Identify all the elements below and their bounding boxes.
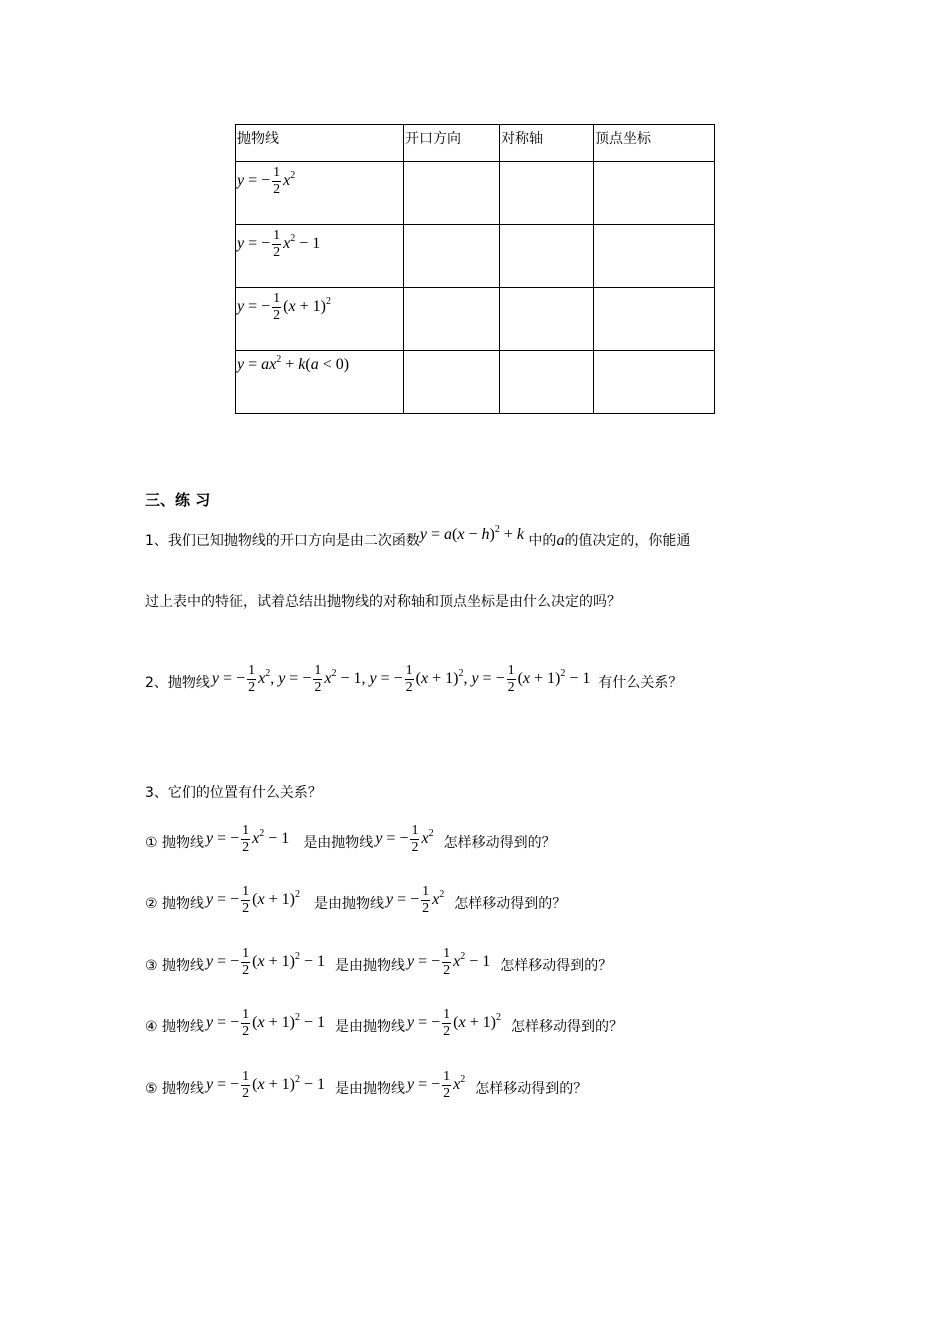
- blank-cell: [594, 162, 715, 225]
- table-row: [236, 351, 715, 414]
- section-title: 三、练 习: [145, 491, 211, 509]
- marker: ②: [145, 896, 158, 912]
- table-row: [236, 162, 715, 225]
- formula: $y = a(x - h)^2 + k$: [419, 524, 524, 543]
- formula: y = − $\frac{1}{2}$ $x^2$: [375, 823, 434, 855]
- blank-cell: [500, 162, 594, 225]
- blank-cell: [500, 225, 594, 288]
- blank-cell: [404, 351, 500, 414]
- header-parabola: 抛物线: [236, 125, 404, 162]
- suffix: 怎样移动得到的？: [510, 1019, 623, 1035]
- formula: y = − $\frac{1}{2}$ $(x + 1)^2 - 1$: [206, 1007, 325, 1039]
- formula-cell: [236, 288, 404, 351]
- middle: 是由抛物线: [335, 1019, 405, 1035]
- blank-cell: [500, 351, 594, 414]
- formula-cell: [236, 162, 404, 225]
- formula: y = − $\frac{1}{2}$ $(x + 1)^2 - 1$: [206, 1069, 325, 1101]
- middle: 是由抛物线: [335, 958, 405, 974]
- sub-question-3: [145, 946, 612, 979]
- marker: ①: [145, 835, 158, 851]
- q1-suffix: 的值决定的，你能通: [564, 533, 691, 549]
- formula: y = − $\frac{1}{2}$ $x^2$: [407, 1069, 466, 1101]
- header-opening-direction: 开口方向: [404, 125, 500, 162]
- middle: 是由抛物线: [335, 1081, 405, 1097]
- blank-cell: [500, 288, 594, 351]
- suffix: 怎样移动得到的？: [454, 896, 567, 912]
- blank-cell: [404, 162, 500, 225]
- sub-question-2: [145, 884, 566, 917]
- label: 抛物线: [162, 1081, 205, 1097]
- blank-cell: [594, 225, 715, 288]
- blank-cell: [404, 225, 500, 288]
- middle: 是由抛物线: [303, 835, 374, 851]
- marker: ⑤: [145, 1081, 158, 1097]
- blank-cell: [404, 288, 500, 351]
- header-axis-of-symmetry: 对称轴: [500, 125, 594, 162]
- question-3-title: 3、它们的位置有什么关系？: [145, 785, 322, 801]
- formula: $y = ax^2 + k(a < 0)$: [237, 354, 350, 373]
- marker: ④: [145, 1019, 158, 1035]
- suffix: 怎样移动得到的？: [475, 1081, 588, 1097]
- table-header-row: [236, 125, 715, 162]
- sub-question-5: [145, 1069, 587, 1102]
- formula: y = − $\frac{1}{2}$ $x^2$: [237, 165, 296, 197]
- q1-middle: 中的: [523, 533, 557, 549]
- label: 抛物线: [162, 835, 205, 851]
- formula: y = − $\frac{1}{2}$ $x^2 - 1$: [237, 228, 321, 260]
- q1-prefix: 1、我们已知抛物线的开口方向是由二次函数: [145, 533, 420, 549]
- table-row: [236, 225, 715, 288]
- formula: y = − $\frac{1}{2}$ $x^2 - 1$: [407, 946, 491, 978]
- question-1-line-2: 过上表中的特征，试着总结出抛物线的对称轴和顶点坐标是由什么决定的吗？: [145, 594, 621, 610]
- suffix: 怎样移动得到的？: [443, 835, 556, 851]
- q2-prefix: 2、抛物线: [145, 675, 210, 691]
- formula-cell: [236, 225, 404, 288]
- formula: y = − $\frac{1}{2}$ $(x + 1)^2 - 1$: [206, 946, 325, 978]
- sub-question-1: [145, 823, 556, 856]
- table-row: [236, 288, 715, 351]
- label: 抛物线: [162, 896, 205, 912]
- formula: y = − $\frac{1}{2}$ $x^2 - 1$: [206, 823, 290, 855]
- blank-cell: [594, 288, 715, 351]
- middle: 是由抛物线: [313, 896, 384, 912]
- parabola-table: [235, 124, 715, 414]
- label: 抛物线: [162, 1019, 205, 1035]
- formula: y = − $\frac{1}{2}$ $x^2$: [385, 884, 445, 916]
- formula: y = − $\frac{1}{2}$ $x^2$, y = − $\frac{1}{2}$ $x^2 - 1$, y = − $\frac{1}{2}$ $(x + 1)^2$, y = − $\frac{1}{2}$ $(x + 1)^2 - 1$: [211, 663, 591, 695]
- formula: y = − $\frac{1}{2}$ $(x + 1)^2$: [407, 1007, 501, 1039]
- question-1-line-1: [145, 524, 691, 550]
- blank-cell: [594, 351, 715, 414]
- question-2: [145, 663, 682, 696]
- label: 抛物线: [162, 958, 205, 974]
- formula: y = − $\frac{1}{2}$ $(x + 1)^2$: [206, 884, 300, 916]
- q1-var-a: a: [556, 532, 565, 549]
- formula-cell: [236, 351, 404, 414]
- suffix: 怎样移动得到的？: [500, 958, 613, 974]
- sub-question-4: [145, 1007, 623, 1040]
- q2-suffix: 有什么关系？: [598, 675, 683, 691]
- formula: y = − $\frac{1}{2}$ $(x + 1)^2$: [237, 291, 331, 323]
- marker: ③: [145, 958, 158, 974]
- header-vertex: 顶点坐标: [594, 125, 715, 162]
